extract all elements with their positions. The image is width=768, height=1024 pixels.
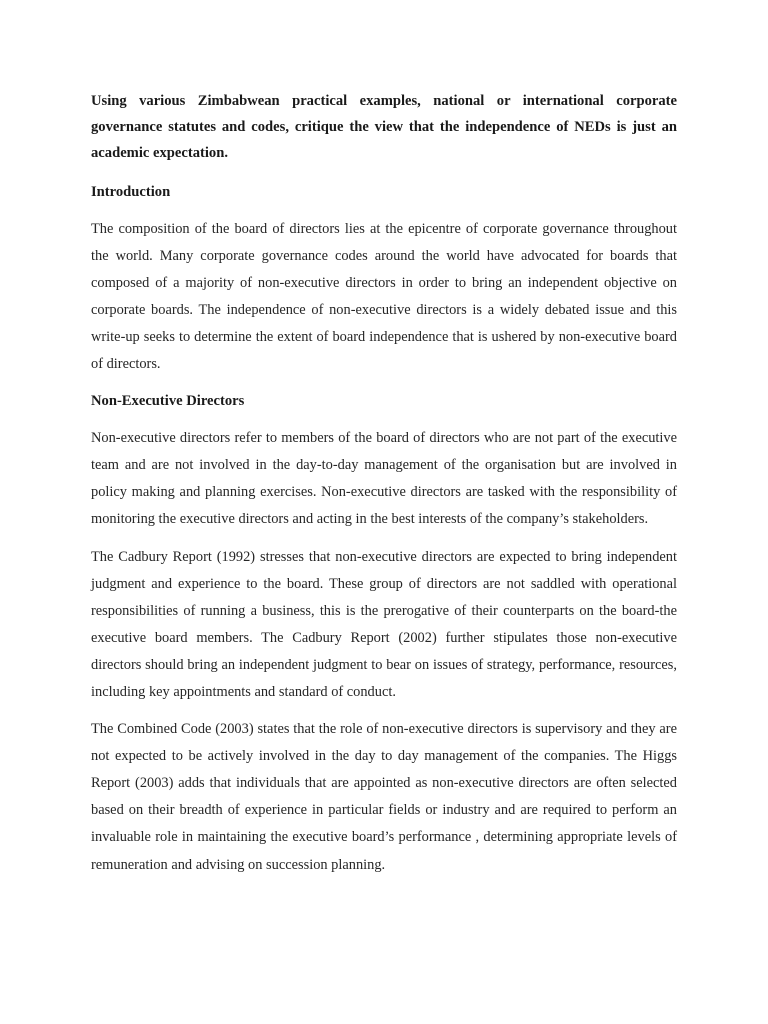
document-page bbox=[91, 88, 677, 889]
intro-paragraph: The composition of the board of directors lies at the epicentre of corporate governance throughout the world. Many corporate governance codes around the world have advocated for boards that composed of a majority of non-executive directors in order to bring an independent objective on corporate boards. The independence of non-executive directors is a widely debated issue and this write-up seeks to determine the extent of board independence that is ushered by non-executive board of directors. bbox=[91, 220, 677, 373]
cadbury-report-paragraph: The Cadbury Report (1992) stresses that non-executive directors are expected to bring independent judgment and experience to the board. These group of directors are not saddled with operational responsibilities of running a business, this is the prerogative of their counterparts on the board-the executive board members. The Cadbury Report (2002) further stipulates those non-executive directors should bring an independent judgment to bear on issues of strategy, performance, resources, including key appointments and standard of conduct. bbox=[91, 548, 677, 701]
section-heading-introduction: Introduction bbox=[91, 183, 171, 200]
section-heading-non-executive-directors: Non-Executive Directors bbox=[91, 393, 245, 410]
essay-question: Using various Zimbabwean practical examples, national or international corporate governance statutes and codes, critique the view that the independence of NEDs is just an academic expectation. bbox=[91, 93, 677, 162]
ned-definition-paragraph: Non-executive directors refer to members of the board of directors who are not part of the executive team and are not involved in the day-to-day management of the organisation but are involved in policy making and planning exercises. Non-executive directors are tasked with the responsibility of monitoring the executive directors and acting in the best interests of the company’s stakeholders. bbox=[91, 430, 677, 528]
combined-code-paragraph: The Combined Code (2003) states that the role of non-executive directors is supervisory and they are not expected to be actively involved in the day to day management of the companies. The Higgs Report (2003) adds that individuals that are appointed as non-executive directors are often selected based on their breadth of experience in particular fields or industry and are required to perform an invaluable role in maintaining the executive board’s performance , determining appropriate levels of remuneration and advising on succession planning. bbox=[91, 721, 677, 873]
